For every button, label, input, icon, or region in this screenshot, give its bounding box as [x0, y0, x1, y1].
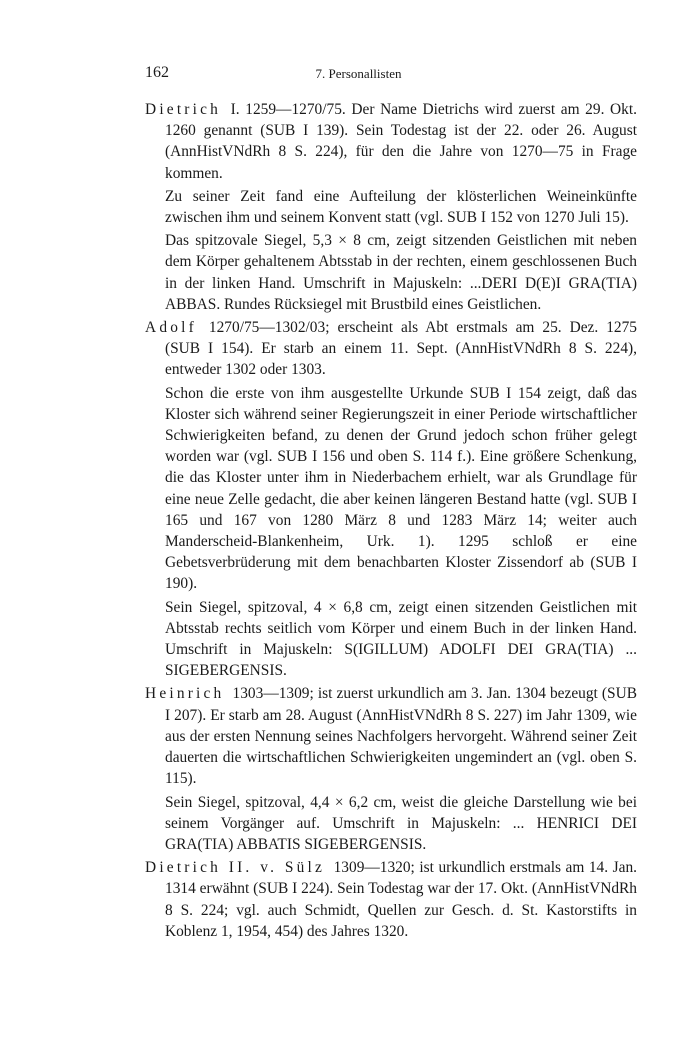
entry-paragraph: Schon die erste von ihm ausgestellte Urkunde SUB I 154 zeigt, daß das Kloster sich während seiner Regierungszeit in einer Periode wirtschaftlicher Schwierigkeiten befand, zu denen der Grund jedoch schon früher gelegt worden war (vgl. SUB I 156 und oben S. 114 f.). Eine größere Schenkung, die das Kloster unter ihm in Niederbachem erhielt, war als Grundlage für eine neue Zelle gedacht, die aber keinen längeren Bestand hatte (vgl. SUB I 165 und 167 von 1280 März 8 und 1283 März 14; weiter auch Manderscheid-Blankenheim, Urk. 1). 1295 schloß er eine Gebetsverbrüderung mit dem benachbarten Kloster Zissendorf ab (SUB I 190).: [165, 384, 637, 593]
abbot-name: Adolf: [145, 319, 197, 337]
entry-adolf: [145, 317, 637, 681]
abbot-name: Heinrich: [145, 685, 225, 703]
page-number: 162: [145, 64, 169, 81]
entry-dietrich-ii: [145, 857, 637, 942]
entry-lead-paragraph: [145, 857, 637, 942]
entry-lead-text: 1309—1320; ist urkundlich erstmals am 14. Jan. 1314 erwähnt (SUB I 224). Sein Todestag war der 17. Okt. (AnnHistVNdRh 8 S. 224; vgl. auch Schmidt, Quellen zur Gesch. d. St. Kastorstifts in Koblenz 1, 1954, 454) des Jahres 1320.: [165, 859, 637, 940]
entry-lead-paragraph: [145, 683, 637, 789]
entry-paragraph: Sein Siegel, spitzoval, 4 × 6,8 cm, zeigt einen sitzenden Geistlichen mit Abtsstab rechts seitlich vom Körper und einem Buch in der linken Hand. Umschrift in Majuskeln: S(IGILLUM) ADOLFI DEI GRA(TIA) ... SIGEBERGENSIS.: [165, 598, 637, 680]
entry-paragraph: Sein Siegel, spitzoval, 4,4 × 6,2 cm, weist die gleiche Darstellung wie bei seinem Vorgänger auf. Umschrift in Majuskeln: ... HENRICI DEI GRA(TIA) ABBATIS SIGEBERGENSIS.: [165, 793, 637, 853]
entry-lead-text: 1303—1309; ist zuerst urkundlich am 3. Jan. 1304 bezeugt (SUB I 207). Er starb am 28. August (AnnHistVNdRh 8 S. 227) im Jahr 1309, wie aus der ersten Nennung seines Nachfolgers hervorgeht. Während seiner Zeit dauerten die wirtschaftlichen Schwierigkeiten ungemindert an (vgl. oben S. 115).: [165, 685, 637, 788]
entries-list: [145, 99, 637, 944]
running-head: 7. Personallisten: [315, 66, 402, 81]
entry-paragraph: Das spitzovale Siegel, 5,3 × 8 cm, zeigt sitzenden Geistlichen mit neben dem Körper gehaltenem Abtsstab in der rechten, einem geschlossenen Buch in der linken Hand. Umschrift in Majuskeln: ...DERI D(E)I GRA(TIA) ABBAS. Rundes Rücksiegel mit Brustbild eines Geistlichen.: [165, 232, 637, 313]
entry-lead-text: 1270/75—1302/03; erscheint als Abt erstmals am 25. Dez. 1275 (SUB I 154). Er starb an einem 11. Sept. (AnnHistVNdRh 8 S. 224), entweder 1302 oder 1303.: [165, 319, 637, 379]
page-header: [145, 64, 572, 86]
entry-lead-paragraph: [145, 317, 637, 381]
entry-lead-paragraph: [145, 99, 637, 184]
entry-heinrich: [145, 683, 637, 855]
entry-paragraph: Zu seiner Zeit fand eine Aufteilung der klösterlichen Weineinkünfte zwischen ihm und seinem Konvent statt (vgl. SUB I 152 von 1270 Juli 15).: [165, 187, 637, 227]
abbot-name: Dietrich: [145, 101, 222, 118]
entry-dietrich-i: [145, 99, 637, 315]
abbot-name: Dietrich II. v. Sülz: [145, 859, 326, 877]
entry-lead-text: I. 1259—1270/75. Der Name Dietrichs wird zuerst am 29. Okt. 1260 genannt (SUB I 139). Sein Todestag ist der 22. oder 26. August (AnnHistVNdRh 8 S. 224), für den die Jahre von 1270—75 in Frage kommen.: [165, 101, 637, 182]
